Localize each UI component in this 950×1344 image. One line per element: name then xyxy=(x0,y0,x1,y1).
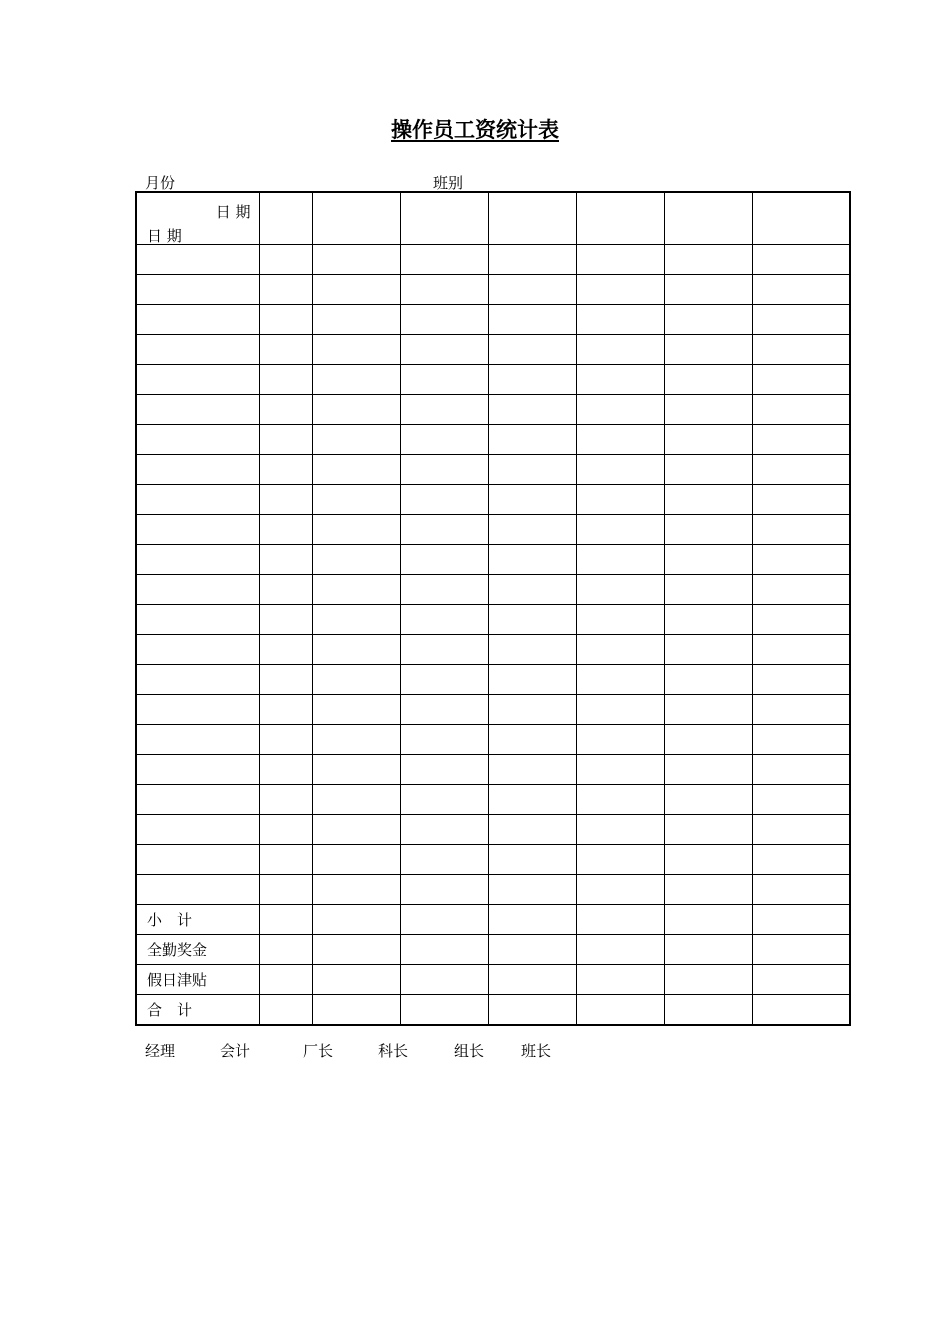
data-cell[interactable] xyxy=(400,485,488,515)
data-cell[interactable] xyxy=(752,815,850,845)
data-cell[interactable] xyxy=(488,635,576,665)
data-cell[interactable] xyxy=(400,335,488,365)
data-cell[interactable] xyxy=(259,875,312,905)
data-cell[interactable] xyxy=(259,245,312,275)
data-cell[interactable] xyxy=(312,455,400,485)
row-label-cell[interactable]: 全勤奖金 xyxy=(136,935,259,965)
wage-table xyxy=(135,191,851,1026)
data-cell[interactable] xyxy=(664,485,752,515)
name-cell[interactable] xyxy=(136,875,259,905)
data-cell[interactable] xyxy=(312,815,400,845)
data-cell[interactable] xyxy=(312,785,400,815)
data-cell[interactable] xyxy=(259,845,312,875)
data-cell[interactable] xyxy=(752,365,850,395)
name-cell[interactable] xyxy=(136,635,259,665)
table-row xyxy=(136,575,850,605)
data-cell[interactable] xyxy=(312,725,400,755)
data-cell[interactable] xyxy=(576,845,664,875)
data-cell[interactable] xyxy=(488,785,576,815)
name-cell[interactable] xyxy=(136,575,259,605)
table-row xyxy=(136,485,850,515)
data-cell[interactable] xyxy=(259,695,312,725)
data-cell[interactable] xyxy=(488,845,576,875)
data-cell[interactable] xyxy=(400,725,488,755)
header-cell[interactable] xyxy=(259,192,312,245)
table-row xyxy=(136,425,850,455)
data-cell[interactable] xyxy=(312,665,400,695)
table-row xyxy=(136,305,850,335)
data-cell[interactable] xyxy=(576,875,664,905)
data-cell[interactable] xyxy=(400,815,488,845)
data-cell[interactable] xyxy=(259,575,312,605)
data-cell[interactable] xyxy=(752,695,850,725)
data-cell[interactable] xyxy=(752,575,850,605)
name-cell[interactable] xyxy=(136,275,259,305)
data-cell[interactable] xyxy=(664,935,752,965)
data-cell[interactable] xyxy=(664,965,752,995)
data-cell[interactable] xyxy=(259,455,312,485)
data-cell[interactable] xyxy=(488,515,576,545)
data-cell[interactable] xyxy=(259,275,312,305)
data-cell[interactable] xyxy=(664,635,752,665)
data-cell[interactable] xyxy=(400,545,488,575)
data-cell[interactable] xyxy=(664,545,752,575)
data-cell[interactable] xyxy=(488,245,576,275)
data-cell[interactable] xyxy=(488,965,576,995)
data-cell[interactable] xyxy=(259,305,312,335)
data-cell[interactable] xyxy=(752,545,850,575)
data-cell[interactable] xyxy=(488,275,576,305)
data-cell[interactable] xyxy=(312,875,400,905)
data-cell[interactable] xyxy=(576,695,664,725)
name-cell[interactable] xyxy=(136,485,259,515)
data-cell[interactable] xyxy=(488,395,576,425)
data-cell[interactable] xyxy=(488,425,576,455)
data-cell[interactable] xyxy=(312,965,400,995)
table-row xyxy=(136,545,850,575)
data-cell[interactable] xyxy=(576,455,664,485)
header-cell[interactable] xyxy=(312,192,400,245)
name-cell[interactable] xyxy=(136,395,259,425)
data-cell[interactable] xyxy=(488,815,576,845)
row-label-cell[interactable]: 小 计 xyxy=(136,905,259,935)
data-cell[interactable] xyxy=(752,725,850,755)
data-cell[interactable] xyxy=(400,275,488,305)
name-cell[interactable] xyxy=(136,425,259,455)
data-cell[interactable] xyxy=(488,995,576,1026)
data-cell[interactable] xyxy=(400,605,488,635)
data-cell[interactable] xyxy=(752,665,850,695)
data-cell[interactable] xyxy=(752,245,850,275)
data-cell[interactable] xyxy=(259,485,312,515)
data-cell[interactable] xyxy=(752,335,850,365)
data-cell[interactable] xyxy=(259,815,312,845)
data-cell[interactable] xyxy=(664,695,752,725)
name-cell[interactable] xyxy=(136,815,259,845)
data-cell[interactable] xyxy=(752,425,850,455)
data-cell[interactable] xyxy=(664,875,752,905)
signature-group-leader: 组长 xyxy=(454,1042,485,1060)
data-cell[interactable] xyxy=(400,935,488,965)
name-cell[interactable] xyxy=(136,605,259,635)
signature-manager: 经理 xyxy=(145,1042,176,1060)
header-cell[interactable] xyxy=(752,192,850,245)
summary-row xyxy=(136,935,850,965)
data-cell[interactable] xyxy=(312,575,400,605)
summary-row xyxy=(136,965,850,995)
header-cell[interactable] xyxy=(400,192,488,245)
data-cell[interactable] xyxy=(488,875,576,905)
data-cell[interactable] xyxy=(576,575,664,605)
table-row xyxy=(136,275,850,305)
data-cell[interactable] xyxy=(752,305,850,335)
table-row xyxy=(136,245,850,275)
data-cell[interactable] xyxy=(576,785,664,815)
data-cell[interactable] xyxy=(400,845,488,875)
table-row xyxy=(136,365,850,395)
data-cell[interactable] xyxy=(259,635,312,665)
data-cell[interactable] xyxy=(752,485,850,515)
data-cell[interactable] xyxy=(312,605,400,635)
table-row xyxy=(136,515,850,545)
data-cell[interactable] xyxy=(576,995,664,1026)
data-cell[interactable] xyxy=(488,725,576,755)
data-cell[interactable] xyxy=(664,845,752,875)
data-cell[interactable] xyxy=(400,635,488,665)
data-cell[interactable] xyxy=(400,245,488,275)
data-cell[interactable] xyxy=(576,335,664,365)
data-cell[interactable] xyxy=(576,605,664,635)
data-cell[interactable] xyxy=(488,905,576,935)
data-cell[interactable] xyxy=(400,665,488,695)
data-cell[interactable] xyxy=(400,995,488,1026)
data-cell[interactable] xyxy=(752,995,850,1026)
data-cell[interactable] xyxy=(259,425,312,455)
signature-section-chief: 科长 xyxy=(378,1042,409,1060)
table-row xyxy=(136,785,850,815)
name-cell[interactable] xyxy=(136,785,259,815)
signature-factory-director: 厂长 xyxy=(303,1042,334,1060)
data-cell[interactable] xyxy=(400,785,488,815)
table-row xyxy=(136,395,850,425)
corner-cell xyxy=(136,192,259,245)
data-cell[interactable] xyxy=(664,305,752,335)
data-cell[interactable] xyxy=(259,335,312,365)
data-cell[interactable] xyxy=(488,545,576,575)
data-cell[interactable] xyxy=(259,605,312,635)
data-cell[interactable] xyxy=(752,785,850,815)
data-cell[interactable] xyxy=(259,365,312,395)
data-cell[interactable] xyxy=(488,695,576,725)
data-cell[interactable] xyxy=(576,815,664,845)
row-label-cell[interactable]: 合 计 xyxy=(136,995,259,1026)
data-cell[interactable] xyxy=(576,515,664,545)
data-cell[interactable] xyxy=(576,965,664,995)
data-cell[interactable] xyxy=(400,905,488,935)
data-cell[interactable] xyxy=(400,455,488,485)
name-cell[interactable] xyxy=(136,695,259,725)
name-cell[interactable] xyxy=(136,545,259,575)
data-cell[interactable] xyxy=(312,635,400,665)
data-cell[interactable] xyxy=(488,485,576,515)
data-cell[interactable] xyxy=(312,275,400,305)
data-cell[interactable] xyxy=(664,395,752,425)
data-cell[interactable] xyxy=(752,635,850,665)
table-row xyxy=(136,875,850,905)
data-cell[interactable] xyxy=(400,515,488,545)
name-cell[interactable] xyxy=(136,335,259,365)
data-cell[interactable] xyxy=(664,335,752,365)
data-cell[interactable] xyxy=(576,425,664,455)
name-cell[interactable] xyxy=(136,755,259,785)
data-cell[interactable] xyxy=(576,395,664,425)
data-cell[interactable] xyxy=(752,845,850,875)
data-cell[interactable] xyxy=(576,905,664,935)
data-cell[interactable] xyxy=(259,935,312,965)
table-row xyxy=(136,695,850,725)
data-cell[interactable] xyxy=(312,425,400,455)
data-cell[interactable] xyxy=(312,545,400,575)
data-cell[interactable] xyxy=(664,455,752,485)
row-label-cell[interactable]: 假日津贴 xyxy=(136,965,259,995)
data-cell[interactable] xyxy=(576,635,664,665)
data-cell[interactable] xyxy=(752,395,850,425)
shift-label: 班别 xyxy=(433,174,464,192)
data-cell[interactable] xyxy=(576,545,664,575)
data-cell[interactable] xyxy=(488,305,576,335)
corner-label-top: 日 期 xyxy=(215,203,251,221)
name-cell[interactable] xyxy=(136,245,259,275)
data-cell[interactable] xyxy=(259,665,312,695)
data-cell[interactable] xyxy=(488,335,576,365)
data-cell[interactable] xyxy=(752,515,850,545)
data-cell[interactable] xyxy=(752,455,850,485)
data-cell[interactable] xyxy=(752,605,850,635)
data-cell[interactable] xyxy=(312,305,400,335)
summary-row xyxy=(136,995,850,1026)
data-cell[interactable] xyxy=(752,965,850,995)
signature-accountant: 会计 xyxy=(220,1042,251,1060)
signature-shift-leader: 班长 xyxy=(521,1042,552,1060)
data-cell[interactable] xyxy=(312,485,400,515)
data-cell[interactable] xyxy=(400,365,488,395)
data-cell[interactable] xyxy=(488,935,576,965)
data-cell[interactable] xyxy=(259,545,312,575)
data-cell[interactable] xyxy=(312,995,400,1026)
data-cell[interactable] xyxy=(664,665,752,695)
data-cell[interactable] xyxy=(664,605,752,635)
month-label: 月份 xyxy=(145,174,176,192)
data-cell[interactable] xyxy=(664,365,752,395)
data-cell[interactable] xyxy=(664,785,752,815)
data-cell[interactable] xyxy=(400,695,488,725)
data-cell[interactable] xyxy=(576,755,664,785)
data-cell[interactable] xyxy=(259,395,312,425)
data-cell[interactable] xyxy=(312,935,400,965)
table-row xyxy=(136,605,850,635)
data-cell[interactable] xyxy=(400,305,488,335)
name-cell[interactable] xyxy=(136,515,259,545)
data-cell[interactable] xyxy=(576,935,664,965)
summary-row xyxy=(136,905,850,935)
data-cell[interactable] xyxy=(488,605,576,635)
data-cell[interactable] xyxy=(664,755,752,785)
table-row xyxy=(136,665,850,695)
name-cell[interactable] xyxy=(136,365,259,395)
data-cell[interactable] xyxy=(259,965,312,995)
table-row xyxy=(136,335,850,365)
data-cell[interactable] xyxy=(259,515,312,545)
name-cell[interactable] xyxy=(136,725,259,755)
data-cell[interactable] xyxy=(664,575,752,605)
table-row xyxy=(136,725,850,755)
data-cell[interactable] xyxy=(752,875,850,905)
data-cell[interactable] xyxy=(576,725,664,755)
data-cell[interactable] xyxy=(576,485,664,515)
header-cell[interactable] xyxy=(488,192,576,245)
data-cell[interactable] xyxy=(312,755,400,785)
data-cell[interactable] xyxy=(664,995,752,1026)
header-cell[interactable] xyxy=(576,192,664,245)
data-cell[interactable] xyxy=(752,275,850,305)
data-cell[interactable] xyxy=(312,335,400,365)
data-cell[interactable] xyxy=(400,875,488,905)
data-cell[interactable] xyxy=(664,515,752,545)
data-cell[interactable] xyxy=(664,725,752,755)
data-cell[interactable] xyxy=(400,395,488,425)
data-cell[interactable] xyxy=(488,575,576,605)
data-cell[interactable] xyxy=(488,365,576,395)
name-cell[interactable] xyxy=(136,665,259,695)
data-cell[interactable] xyxy=(664,905,752,935)
data-cell[interactable] xyxy=(488,665,576,695)
corner-label-bottom: 日 期 xyxy=(147,227,182,245)
data-cell[interactable] xyxy=(259,995,312,1026)
name-cell[interactable] xyxy=(136,845,259,875)
data-cell[interactable] xyxy=(488,755,576,785)
data-cell[interactable] xyxy=(400,755,488,785)
header-row xyxy=(136,192,850,245)
data-cell[interactable] xyxy=(664,815,752,845)
data-cell[interactable] xyxy=(400,425,488,455)
name-cell[interactable] xyxy=(136,455,259,485)
table-row xyxy=(136,755,850,785)
data-cell[interactable] xyxy=(576,365,664,395)
name-cell[interactable] xyxy=(136,305,259,335)
table-row xyxy=(136,635,850,665)
data-cell[interactable] xyxy=(312,365,400,395)
data-cell[interactable] xyxy=(400,965,488,995)
data-cell[interactable] xyxy=(312,845,400,875)
data-cell[interactable] xyxy=(259,905,312,935)
data-cell[interactable] xyxy=(312,695,400,725)
data-cell[interactable] xyxy=(312,515,400,545)
data-cell[interactable] xyxy=(312,395,400,425)
table-row xyxy=(136,845,850,875)
data-cell[interactable] xyxy=(576,245,664,275)
data-cell[interactable] xyxy=(752,905,850,935)
data-cell[interactable] xyxy=(576,665,664,695)
data-cell[interactable] xyxy=(576,275,664,305)
data-cell[interactable] xyxy=(664,275,752,305)
data-cell[interactable] xyxy=(664,245,752,275)
table-row xyxy=(136,455,850,485)
page-title: 操作员工资统计表 xyxy=(391,118,559,142)
header-cell[interactable] xyxy=(664,192,752,245)
data-cell[interactable] xyxy=(752,755,850,785)
data-cell[interactable] xyxy=(488,455,576,485)
data-cell[interactable] xyxy=(752,935,850,965)
data-cell[interactable] xyxy=(664,425,752,455)
data-cell[interactable] xyxy=(259,755,312,785)
data-cell[interactable] xyxy=(312,245,400,275)
data-cell[interactable] xyxy=(576,305,664,335)
data-cell[interactable] xyxy=(400,575,488,605)
data-cell[interactable] xyxy=(312,905,400,935)
data-cell[interactable] xyxy=(259,785,312,815)
table-row xyxy=(136,815,850,845)
data-cell[interactable] xyxy=(259,725,312,755)
